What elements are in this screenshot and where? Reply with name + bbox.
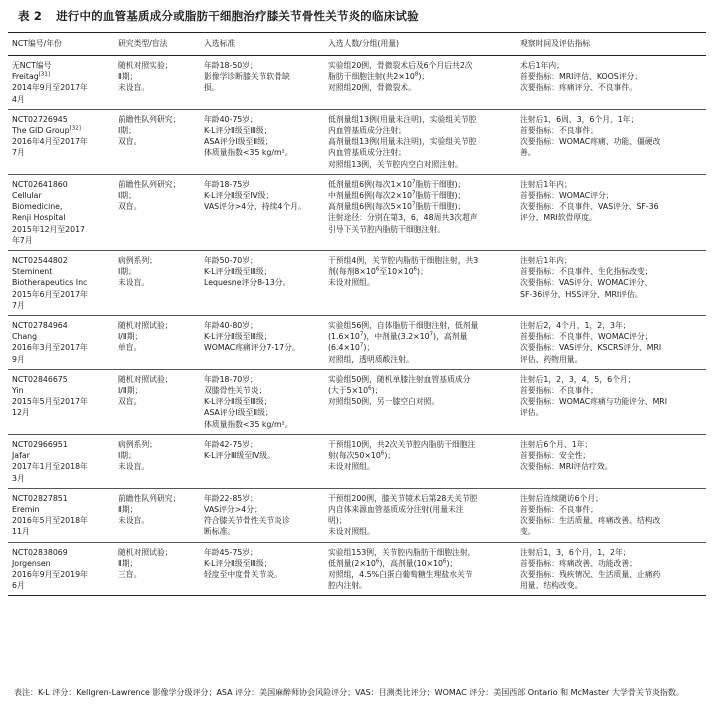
nct-cell <box>8 251 114 316</box>
cell-line: 病例系列； <box>118 439 157 449</box>
cell-line: 注射后1，2，3，4，5，6个月； <box>520 374 636 384</box>
cell-line: Chang <box>12 332 38 342</box>
cell-line: 对照组，4.5%白蛋白葡萄糖生理盐水关节 <box>328 569 473 579</box>
cell-line: 年龄18-70岁； <box>204 374 258 384</box>
cell-line: 次要指标：VAS评分、KSCRS评分、MRI <box>520 343 662 353</box>
cell-line: 脂肪干细胞注射(共$2\times 10^8$)； <box>328 71 430 82</box>
cell-line: 前瞻性队列研究； <box>118 114 181 124</box>
cell-line: 未设盲。 <box>118 462 150 472</box>
inclusion-cell <box>200 369 324 434</box>
cell-line: 2015年12月至2017 <box>12 224 85 234</box>
cell-line: 断标准。 <box>204 527 236 537</box>
cell-line: 注射后1，3，6个月，1，2年； <box>520 547 631 557</box>
cell-line: 实验组50例，随机单膝注射血管基质成分 <box>328 374 471 384</box>
cell-line: 随机对照试验； <box>118 547 173 557</box>
enrollment-cell <box>324 56 516 110</box>
header-enrollment: 入选人数/分组(用量) <box>324 33 516 56</box>
enrollment-cell <box>324 488 516 542</box>
cell-line: $(6.4\times 10^7)$； <box>328 342 375 353</box>
cell-line: 次要指标：VAS评分、WOMAC评分、 <box>520 278 653 288</box>
cell-line: NCT02544802 <box>12 256 68 266</box>
design-cell <box>114 174 200 250</box>
table-row <box>8 251 706 316</box>
table-note: 表注：K-L 评分：Kellgren-Lawrence 影像学分级评分；ASA 评分：美国麻醉师协会风险评分；VAS：目测类比评分；WOMAC 评分：美国西部 Ontario 和 McMaster 大学骨关节炎指数。 <box>14 688 684 697</box>
cell-line: 注射后1年内； <box>520 179 572 189</box>
cell-line: 剂(每剂$8\times 10^6$至$10\times 10^6$)； <box>328 266 428 277</box>
header-inclusion: 入选标准 <box>200 33 324 56</box>
cell-line: 双膝骨性关节炎； <box>204 386 267 396</box>
cell-line: 射(每次$50\times 10^6$)； <box>328 450 396 461</box>
cell-line: 未设盲。 <box>118 516 150 526</box>
cell-line: NCT02838069 <box>12 547 68 557</box>
cell-line: NCT02827851 <box>12 493 68 503</box>
header-row <box>8 33 706 56</box>
table-row <box>8 109 706 174</box>
cell-line: 双盲。 <box>118 397 142 407</box>
enrollment-cell <box>324 316 516 370</box>
cell-line: Biomedicine, <box>12 202 63 212</box>
cell-line: 损。 <box>204 83 220 93</box>
cell-line: 7月 <box>12 300 25 310</box>
cell-line: 年龄50-70岁； <box>204 256 258 266</box>
inclusion-cell <box>200 434 324 488</box>
cell-line: 随机对照试验； <box>118 374 173 384</box>
design-cell <box>114 56 200 110</box>
cell-line: 用量、结构改变。 <box>520 581 583 591</box>
header-study-type: 研究类型/盲法 <box>114 33 200 56</box>
table-number: 表 2 <box>18 9 43 23</box>
inclusion-cell <box>200 174 324 250</box>
outcome-cell <box>516 488 706 542</box>
cell-line: 双盲。 <box>118 137 142 147</box>
nct-cell <box>8 542 114 596</box>
inclusion-cell <box>200 488 324 542</box>
cell-line: 腔内注射。 <box>328 581 367 591</box>
cell-line: $(1.6\times 10^7)$，中剂量$(3.2\times 10^7)$，高剂量 <box>328 331 468 342</box>
cell-line: 注射后2，4个月，1，2，3年； <box>520 321 631 331</box>
cell-line: 首要指标：不良事件； <box>520 504 598 514</box>
cell-line: 首要指标：MRI评估、KOOS评分； <box>520 72 643 82</box>
cell-line: K-L评分Ⅱ级至Ⅲ级； <box>204 126 272 136</box>
cell-line: 注射后连续随访6个月； <box>520 493 603 503</box>
cell-line: 4月 <box>12 94 25 104</box>
cell-line: K-L评分Ⅱ级至Ⅲ级； <box>204 332 272 342</box>
cell-line: The GID Group[32] <box>12 125 81 136</box>
cell-line: Ⅱ期； <box>118 558 138 568</box>
cell-line: 未设对照组。 <box>328 462 375 472</box>
cell-line: 无NCT编号 <box>12 61 52 70</box>
cell-line: 次要指标：残疾情况、生活质量、止痛药 <box>520 569 661 579</box>
table-row <box>8 56 706 110</box>
cell-line: 次要指标：疼痛评分、不良事件。 <box>520 83 637 93</box>
table-row <box>8 369 706 434</box>
cell-line: 实验组20例，骨微裂术后及6个月后共2次 <box>328 61 473 70</box>
cell-line: 注射途径：分别在第3，6，48周共3次超声 <box>328 213 478 223</box>
cell-line: WOMAC疼痛评分7-17分。 <box>204 343 300 353</box>
cell-line: SF-36评分、HSS评分、MRI评估。 <box>520 289 643 299</box>
cell-line: 2016年3月至2017年 <box>12 343 88 353</box>
cell-line: 年龄40-75岁； <box>204 114 258 124</box>
outcome-cell <box>516 109 706 174</box>
cell-line: K-L评分Ⅱ级至Ⅲ级； <box>204 267 272 277</box>
nct-cell <box>8 109 114 174</box>
cell-line: 评分、MRI软骨厚度。 <box>520 213 597 223</box>
cell-line: 2014年9月至2017年 <box>12 83 88 93</box>
cell-line: 年龄18-50岁； <box>204 61 258 70</box>
cell-line: ASA评分Ⅰ级至Ⅱ级； <box>204 137 273 147</box>
cell-line: Jafar <box>12 451 30 461</box>
cell-line: 7月 <box>12 148 25 158</box>
cell-line: 干预组4例，关节腔内脂肪干细胞注射，共3 <box>328 256 479 266</box>
table-row <box>8 488 706 542</box>
cell-line: 3月 <box>12 473 25 483</box>
enrollment-cell <box>324 174 516 250</box>
cell-line: NCT02966951 <box>12 439 68 449</box>
cell-line: 干预组10例，共2次关节腔内脂肪干细胞注 <box>328 439 476 449</box>
cell-line: 年龄40-80岁； <box>204 321 258 331</box>
cell-line: Renji Hospital <box>12 213 66 223</box>
cell-line: 次要指标：生活质量、疼痛改善、结构改 <box>520 516 661 526</box>
cell-line: 双盲。 <box>118 202 142 212</box>
cell-line: 单盲。 <box>118 343 142 353</box>
inclusion-cell <box>200 251 324 316</box>
cell-line: 年龄45-75岁； <box>204 547 258 557</box>
cell-line: 中剂量组6例(每次$2\times 10^7$脂肪干细胞)； <box>328 190 466 201</box>
outcome-cell <box>516 369 706 434</box>
inclusion-cell <box>200 316 324 370</box>
cell-line: Biotherapeutics Inc <box>12 278 88 288</box>
cell-line: 2017年1月至2018年 <box>12 462 88 472</box>
cell-line: 病例系列； <box>118 256 157 266</box>
outcome-cell <box>516 316 706 370</box>
cell-line: 未设对照组。 <box>328 278 375 288</box>
design-cell <box>114 316 200 370</box>
cell-line: 年7月 <box>12 235 33 245</box>
cell-line: 低剂量组13例(用量未注明)，实验组关节腔 <box>328 114 477 124</box>
inclusion-cell <box>200 109 324 174</box>
nct-cell <box>8 56 114 110</box>
cell-line: Freitag[31] <box>12 71 50 82</box>
cell-line: 2016年9月至2019年 <box>12 569 88 579</box>
cell-line: 首要指标：安全性； <box>520 451 591 461</box>
cell-line: K-L评分Ⅱ级至Ⅲ级； <box>204 558 272 568</box>
cell-line: 高剂量组6例(每次$5\times 10^7$脂肪干细胞)； <box>328 201 466 212</box>
cell-line: 首要指标：不良事件、生化指标改变； <box>520 267 653 277</box>
cell-line: 年龄18-75岁 <box>204 179 251 189</box>
cell-line: 12月 <box>12 408 30 418</box>
cell-line: 9月 <box>12 354 25 364</box>
cell-line: 内血管基质成分注射； <box>328 126 406 136</box>
cell-line: 实验组56例，自体脂肪干细胞注射，低剂量 <box>328 321 479 331</box>
outcome-cell <box>516 251 706 316</box>
table-row <box>8 542 706 596</box>
cell-line: 2015年5月至2017年 <box>12 397 88 407</box>
cell-line: 未设盲。 <box>118 83 150 93</box>
design-cell <box>114 434 200 488</box>
design-cell <box>114 251 200 316</box>
cell-line: 对照组50例，另一膝空白对照。 <box>328 397 440 407</box>
table-title <box>18 8 419 24</box>
cell-line: 低剂量组6例(每次$1\times 10^7$脂肪干细胞)； <box>328 179 466 189</box>
cell-line: Ⅰ期； <box>118 267 136 277</box>
nct-cell <box>8 369 114 434</box>
cell-line: 次要指标：WOMAC疼痛与功能评分、MRI <box>520 397 668 407</box>
cell-line: VAS评分>4分； <box>204 504 262 514</box>
cell-line: Yin <box>12 386 24 396</box>
table-row <box>8 434 706 488</box>
cell-line: 首要指标：不良事件、WOMAC评分； <box>520 332 653 342</box>
cell-line: 注射后1年内； <box>520 256 572 266</box>
cell-line: 内血管基质成分注射； <box>328 148 406 158</box>
nct-cell <box>8 434 114 488</box>
cell-line: (大于$5\times 10^6$)； <box>328 385 383 396</box>
design-cell <box>114 369 200 434</box>
cell-line: 符合膝关节骨性关节炎诊 <box>204 516 290 526</box>
enrollment-cell <box>324 369 516 434</box>
table-body <box>8 56 706 596</box>
outcome-cell <box>516 434 706 488</box>
cell-line: 低剂量$(2\times 10^6)$，高剂量$(10\times 10^6)$； <box>328 558 458 568</box>
outcome-cell <box>516 542 706 596</box>
design-cell <box>114 488 200 542</box>
cell-line: 内自体来源血管基质成分注射(用量未注 <box>328 504 464 514</box>
cell-line: 善。 <box>520 148 536 158</box>
cell-line: 体质量指数<35 kg/m²。 <box>204 148 293 158</box>
cell-line: 次要指标：MRI评估疗效。 <box>520 462 613 472</box>
cell-line: Steminent <box>12 267 53 277</box>
table-row <box>8 174 706 250</box>
clinical-trials-table <box>8 32 706 596</box>
cell-line: 2015年6月至2017年 <box>12 289 88 299</box>
cell-line: 前瞻性队列研究； <box>118 493 181 503</box>
cell-line: Ⅰ期； <box>118 451 136 461</box>
cell-line: 前瞻性队列研究； <box>118 179 181 189</box>
nct-cell <box>8 316 114 370</box>
cell-line: 对照组13例，关节腔内空白对照注射。 <box>328 159 463 169</box>
cell-line: 影像学诊断膝关节软骨缺 <box>204 72 290 82</box>
cell-line: 11月 <box>12 527 30 537</box>
cell-line: NCT02846675 <box>12 374 68 384</box>
cell-line: 次要指标：WOMAC疼痛、功能、僵硬改 <box>520 137 661 147</box>
cell-line: 实验组153例，关节腔内脂肪干细胞注射， <box>328 547 476 557</box>
cell-line: 首要指标：WOMAC评分； <box>520 191 614 201</box>
cell-line: 注射后6个月、1年； <box>520 439 593 449</box>
cell-line: ASA评分Ⅰ级至Ⅱ级； <box>204 408 273 418</box>
inclusion-cell <box>200 56 324 110</box>
cell-line: Ⅰ/Ⅱ期； <box>118 386 143 396</box>
cell-line: NCT02784964 <box>12 321 68 331</box>
cell-line: 次要指标：不良事件、VAS评分、SF-36 <box>520 202 659 212</box>
cell-line: 对照组，透明质酸注射。 <box>328 354 414 364</box>
table-row <box>8 316 706 370</box>
cell-line: Ⅱ期； <box>118 504 138 514</box>
table-caption: 进行中的血管基质成分或脂肪干细胞治疗膝关节骨性关节炎的临床试验 <box>56 9 419 23</box>
cell-line: 2016年4月至2017年 <box>12 137 88 147</box>
cell-line: 未设对照组。 <box>328 527 375 537</box>
cell-line: 未设盲。 <box>118 278 150 288</box>
cell-line: 评估。 <box>520 408 544 418</box>
cell-line: 高剂量组13例(用量未注明)，实验组关节腔 <box>328 137 477 147</box>
header-nct-year: NCT编号/年份 <box>8 33 114 56</box>
cell-line: 干预组200例，膝关节镜术后第28天关节腔 <box>328 493 478 503</box>
cell-line: 注射后1，6周、3，6个月、1年； <box>520 114 639 124</box>
cell-line: 首要指标：不良事件； <box>520 126 598 136</box>
cell-line: 随机对照试验； <box>118 321 173 331</box>
inclusion-cell <box>200 542 324 596</box>
design-cell <box>114 542 200 596</box>
cell-line: 评估、药物用量。 <box>520 354 583 364</box>
cell-line: 轻度至中度骨关节炎。 <box>204 569 282 579</box>
cell-line: 2016年5月至2018年 <box>12 516 88 526</box>
cell-line: 首要指标：疼痛改善、功能改善； <box>520 558 637 568</box>
cell-line: Eremin <box>12 504 40 514</box>
enrollment-cell <box>324 542 516 596</box>
outcome-cell <box>516 56 706 110</box>
cell-line: 首要指标：不良事件； <box>520 386 598 396</box>
cell-line: 随机对照实验； <box>118 61 173 70</box>
cell-line: 年龄42-75岁； <box>204 439 258 449</box>
header-outcomes: 观察时间及评估指标 <box>516 33 706 56</box>
cell-line: K-L评分Ⅱ级至Ⅳ级； <box>204 191 274 201</box>
cell-line: 变。 <box>520 527 536 537</box>
enrollment-cell <box>324 109 516 174</box>
cell-line: 体质量指数<35 kg/m²。 <box>204 419 293 429</box>
enrollment-cell <box>324 251 516 316</box>
enrollment-cell <box>324 434 516 488</box>
cell-line: 年龄22-85岁； <box>204 493 258 503</box>
design-cell <box>114 109 200 174</box>
cell-line: K-L评分Ⅲ级至Ⅳ级。 <box>204 451 275 461</box>
cell-line: Ⅱ期； <box>118 72 138 82</box>
cell-line: Ⅰ期； <box>118 126 136 136</box>
cell-line: 引导下关节腔内脂肪干细胞注射。 <box>328 224 445 234</box>
cell-line: K-L评分Ⅱ级至Ⅲ级； <box>204 397 272 407</box>
cell-line: VAS评分>4分，持续4个月。 <box>204 202 306 212</box>
nct-cell <box>8 174 114 250</box>
cell-line: Lequesne评分8-13分。 <box>204 278 291 288</box>
cell-line: 明)； <box>328 516 347 526</box>
outcome-cell <box>516 174 706 250</box>
cell-line: 术后1年内； <box>520 61 564 70</box>
cell-line: NCT02641860 <box>12 179 68 189</box>
cell-line: 对照组20例，骨微裂术。 <box>328 83 416 93</box>
cell-line: Ⅰ/Ⅱ期； <box>118 332 143 342</box>
cell-line: NCT02726945 <box>12 114 68 124</box>
nct-cell <box>8 488 114 542</box>
cell-line: Jorgensen <box>12 558 51 568</box>
cell-line: 三盲。 <box>118 569 142 579</box>
cell-line: Ⅰ期； <box>118 191 136 201</box>
cell-line: Cellular <box>12 191 42 201</box>
cell-line: 6月 <box>12 581 25 591</box>
